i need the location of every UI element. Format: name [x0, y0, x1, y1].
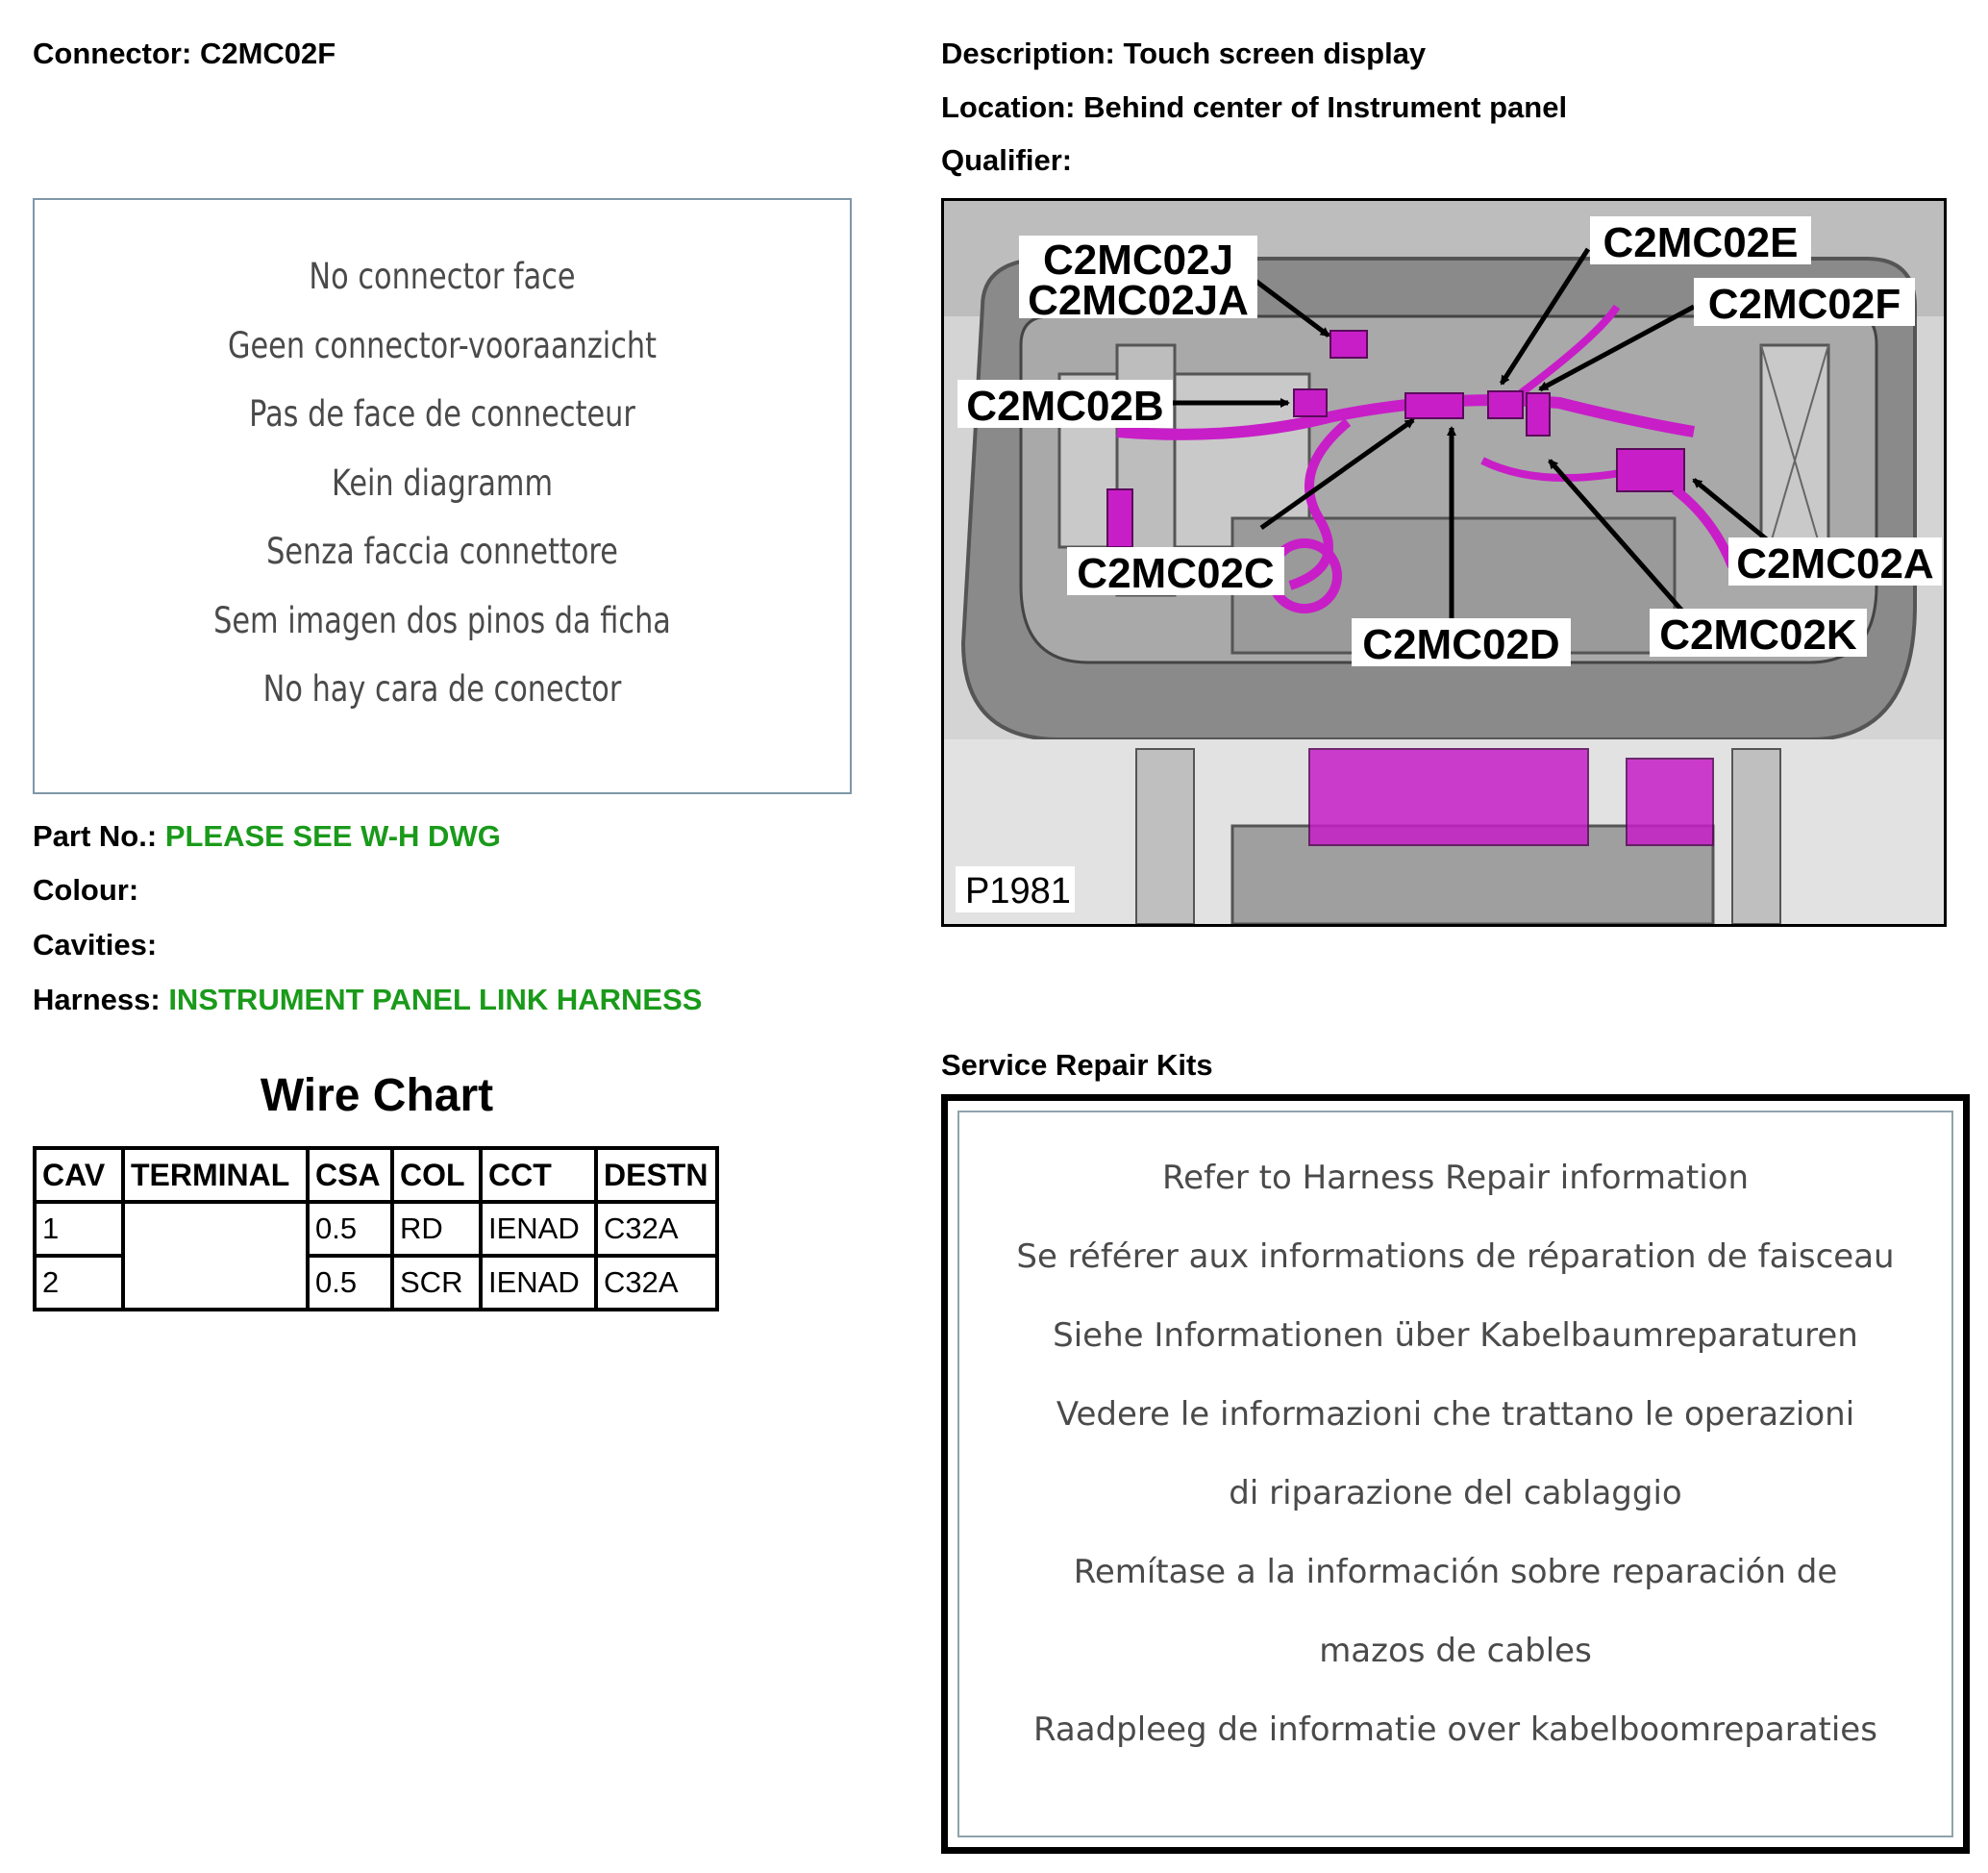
no-face-line: Pas de face de connecteur	[249, 393, 635, 435]
repair-info-line: di riparazione del cablaggio	[1229, 1474, 1682, 1512]
no-face-line: Geen connector-vooraanzicht	[227, 325, 658, 366]
repair-info-line: mazos de cables	[1319, 1632, 1592, 1670]
cell-terminal	[123, 1202, 308, 1310]
callout-c2mc02k: C2MC02K	[1659, 612, 1857, 659]
connector-field	[33, 35, 335, 73]
no-face-line: Kein diagramm	[331, 462, 554, 504]
picture-id: P1981	[965, 871, 1071, 912]
location-label: Location:	[941, 90, 1076, 124]
part-no-label: Part No.:	[33, 819, 158, 853]
callout-c2mc02c: C2MC02C	[1077, 550, 1275, 597]
header-cav: CAV	[35, 1148, 123, 1202]
location-value: Behind center of Instrument panel	[1083, 90, 1568, 124]
header-col: COL	[392, 1148, 481, 1202]
callout-c2mc02e: C2MC02E	[1603, 219, 1799, 266]
repair-info-line: Refer to Harness Repair information	[1161, 1159, 1749, 1197]
callout-c2mc02d: C2MC02D	[1362, 621, 1560, 668]
wire-chart-table	[33, 1146, 719, 1311]
cell-cav: 2	[35, 1256, 123, 1310]
harness-field	[33, 981, 702, 1019]
repair-info-line: Remítase a la información sobre reparación de	[1073, 1553, 1838, 1591]
cell-col: SCR	[392, 1256, 481, 1310]
location-field	[941, 88, 1567, 127]
service-repair-kits-panel	[941, 1094, 1970, 1854]
part-no-value: PLEASE SEE W-H DWG	[164, 819, 501, 853]
cell-cav: 1	[35, 1202, 123, 1256]
callout-c2mc02ja: C2MC02JA	[1028, 277, 1249, 324]
cell-destn: C32A	[596, 1256, 717, 1310]
repair-info-line: Vedere le informazioni che trattano le operazioni	[1056, 1395, 1855, 1434]
no-face-line: No hay cara de conector	[262, 668, 622, 710]
colour-label: Colour:	[33, 873, 139, 907]
colour-field	[33, 871, 138, 910]
repair-info-line: Se référer aux informations de réparation de faisceau	[1016, 1237, 1895, 1276]
cell-col: RD	[392, 1202, 481, 1256]
table-row	[35, 1202, 717, 1256]
callout-c2mc02a: C2MC02A	[1736, 540, 1934, 587]
qualifier-field	[941, 141, 1072, 180]
connector-location-image	[941, 198, 1947, 927]
header-csa: CSA	[308, 1148, 392, 1202]
connector-label: Connector:	[33, 37, 192, 70]
no-face-line: Senza faccia connettore	[266, 531, 618, 572]
location-illustration	[944, 201, 1944, 924]
cavities-field	[33, 926, 157, 964]
cell-csa: 0.5	[308, 1202, 392, 1256]
connector-value: C2MC02F	[199, 37, 336, 70]
service-repair-kits-inner	[957, 1111, 1953, 1837]
callout-c2mc02f: C2MC02F	[1707, 281, 1901, 328]
cell-cct: IENAD	[481, 1256, 596, 1310]
no-face-line: No connector face	[309, 256, 576, 297]
qualifier-label: Qualifier:	[941, 143, 1073, 177]
description-label: Description:	[941, 37, 1115, 70]
cavities-label: Cavities:	[33, 928, 158, 961]
cell-cct: IENAD	[481, 1202, 596, 1256]
description-field	[941, 35, 1426, 73]
no-face-line: Sem imagen dos pinos da ficha	[213, 600, 671, 641]
no-connector-face-panel	[33, 198, 852, 794]
cell-destn: C32A	[596, 1202, 717, 1256]
harness-label: Harness:	[33, 983, 161, 1016]
cell-csa: 0.5	[308, 1256, 392, 1310]
repair-info-line: Siehe Informationen über Kabelbaumreparaturen	[1053, 1316, 1858, 1355]
wire-chart-title: Wire Chart	[260, 1070, 494, 1121]
wire-chart-header-row	[35, 1148, 717, 1202]
service-repair-kits-title: Service Repair Kits	[941, 1048, 1213, 1082]
description-value: Touch screen display	[1123, 37, 1427, 70]
part-no-field	[33, 817, 501, 856]
header-cct: CCT	[481, 1148, 596, 1202]
header-destn: DESTN	[596, 1148, 717, 1202]
callout-c2mc02b: C2MC02B	[966, 383, 1164, 430]
header-terminal: TERMINAL	[123, 1148, 308, 1202]
callout-c2mc02j: C2MC02J	[1042, 237, 1234, 284]
harness-value: INSTRUMENT PANEL LINK HARNESS	[168, 983, 703, 1016]
repair-info-line: Raadpleeg de informatie over kabelboomreparaties	[1033, 1711, 1877, 1749]
